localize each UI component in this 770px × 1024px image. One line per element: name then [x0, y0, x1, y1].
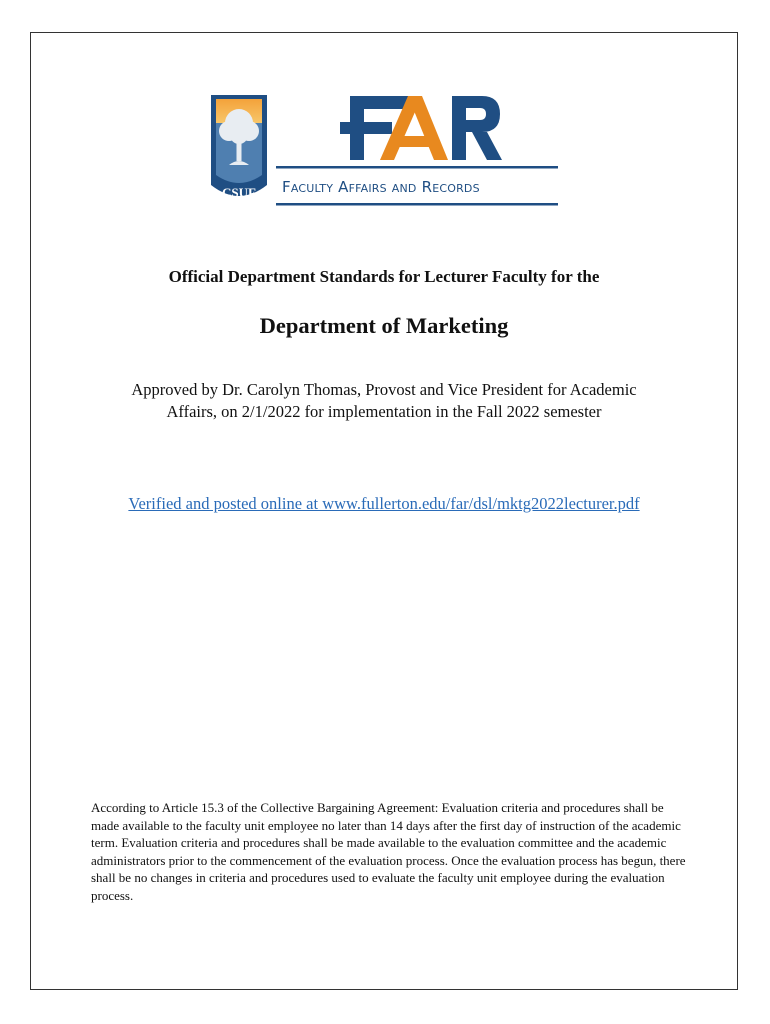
csuf-logo	[207, 93, 271, 207]
department-name: Department of Marketing	[259, 313, 509, 338]
far-tagline: Faculty Affairs and Records	[282, 178, 480, 196]
approval-statement	[30, 379, 738, 423]
verified-link[interactable]: Verified and posted online at www.fullerton.edu/far/dsl/mktg2022lecturer.pdf	[128, 494, 640, 513]
approval-line-2: Affairs, on 2/1/2022 for implementation in the Fall 2022 semester	[166, 402, 602, 421]
csuf-text: CSUF	[222, 185, 256, 200]
far-letter-r	[452, 96, 502, 160]
article-paragraph: According to Article 15.3 of the Collective Bargaining Agreement: Evaluation criteria and procedures shall be made available to the faculty unit employee no later than 14 days after the first day of instruction of the academic term. Evaluation criteria and procedures shall be made available to the evaluation committee and the academic administrators prior to the commencement of the evaluation process. Once the evaluation process has begun, there shall be no changes in criteria and procedures used to evaluate the faculty unit employee during the evaluation process.	[91, 800, 686, 903]
document-title: Official Department Standards for Lecturer Faculty for the	[168, 267, 600, 286]
approval-line-1: Approved by Dr. Carolyn Thomas, Provost and Vice President for Academic	[131, 380, 637, 399]
